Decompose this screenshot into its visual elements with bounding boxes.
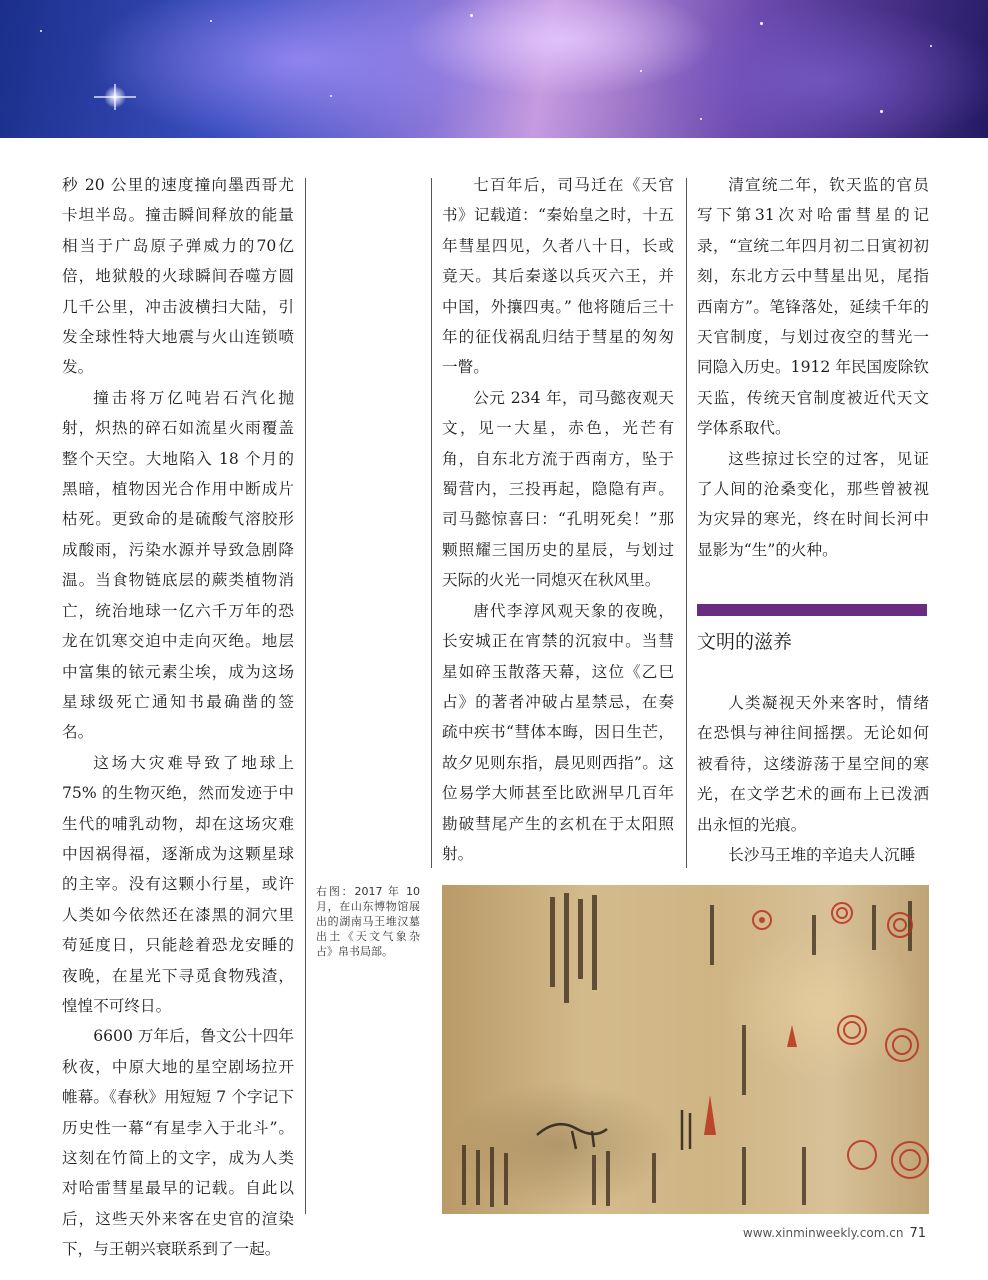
paragraph: 清宣统二年，钦天监的官员写下第31次对哈雷彗星的记录，“宣统二年四月初二日寅初初刻，东北方云中彗星出见，尾指西南方”。笔锋落处，延续千年的天官制度，与划过夜空的彗光一同隐入历史。1912 年民国废除钦天监，传统天官制度被近代天文学体系取代。 [697,176,929,438]
star-dot [700,118,702,120]
paragraph: 秒 20 公里的速度撞向墨西哥尤卡坦半岛。撞击瞬间释放的能量相当于广岛原子弹威力的70亿倍，地狱般的火球瞬间吞噬方圆几千公里，冲击波横扫大陆，引发全球性特大地震与火山连锁喷发。 [62,176,294,377]
page-number: 71 [909,1226,926,1241]
star-dot [640,70,642,72]
paragraph: 这场大灾难导致了地球上 75% 的生物灭绝，然而发迹于中生代的哺乳动物，却在这场灾难中因祸得福，逐渐成为这颗星球的主宰。没有这颗小行星，或许人类如今依然还在漆黑的洞穴里苟延度日，只能趁着恐龙安睡的夜晚，在星光下寻觅食物残渣，惶惶不可终日。 [62,753,294,1015]
article-column-3 [697,170,929,565]
paragraph: 6600 万年后，鲁文公十四年秋夜，中原大地的星空剧场拉开帷幕。《春秋》用短短 7 个字记下历史性一幕“有星孛入于北斗”。这刻在竹简上的文字，成为人类对哈雷彗星最早的记载。自此以后，这些天外来客在史官的渲染下，与王朝兴衰联系到了一起。 [62,1027,294,1259]
page-footer [743,1226,926,1241]
star-dot [930,45,932,47]
section-divider-bar [697,604,927,616]
star-flare-icon [90,82,140,112]
star-dot [470,14,473,17]
article-section-body [697,688,929,870]
star-dot [880,110,883,113]
section-title: 文明的滋养 [697,631,793,653]
paragraph: 七百年后，司马迁在《天官书》记载道：“秦始皇之时，十五年彗星四见，久者八十日，长或竟天。其后秦遂以兵灭六王，并中国，外攘四夷。” 他将随后三十年的征伐祸乱归结于彗星的匆匆一瞥。 [442,176,674,377]
silk-manuscript-photo [442,885,929,1214]
star-dot [330,95,332,97]
paragraph: 长沙马王堆的辛追夫人沉睡 [728,846,916,865]
starry-sky-banner [0,0,988,138]
article-column-1 [62,170,294,1265]
article-column-2 [442,170,674,869]
column-divider [305,178,306,1214]
paragraph: 这些掠过长空的过客，见证了人间的沧桑变化，那些曾被视为灾异的寒光，终在时间长河中显影为“生”的火种。 [697,449,929,559]
image-caption: 右图：2017 年 10 月，在山东博物馆展出的湖南马王堆汉墓出土《天文气象杂占》帛书局部。 [316,885,420,958]
website-url: www.xinminweekly.com.cn [742,1226,904,1240]
column-divider [686,178,687,868]
paragraph: 撞击将万亿吨岩石汽化抛射，炽热的碎石如流星火雨覆盖整个天空。大地陷入 18 个月的黑暗，植物因光合作用中断成片枯死。更致命的是硫酸气溶胶形成酸雨，污染水源并导致急剧降温。当食物链底层的蕨类植物消亡，统治地球一亿六千万年的恐龙在饥寒交迫中走向灭绝。地层中富集的铱元素尘埃，成为这场星球级死亡通知书最确凿的签名。 [62,388,294,742]
manuscript-drawings [442,885,929,1214]
star-dot [40,30,42,32]
column-divider [431,178,432,868]
paragraph: 人类凝视天外来客时，情绪在恐惧与神往间摇摆。无论如何被看待，这缕游荡于星空间的寒光，在文学艺术的画布上已泼洒出永恒的光痕。 [697,694,929,834]
star-dot [760,22,763,25]
paragraph: 公元 234 年，司马懿夜观天文，见一大星，赤色，光芒有角，自东北方流于西南方，坠于蜀营内，三投再起，隐隐有声。司马懿惊喜曰：“孔明死矣！”那颗照耀三国历史的星辰，与划过天际的火光一同熄灭在秋风里。 [442,388,674,590]
paragraph: 唐代李淳风观天象的夜晚，长安城正在宵禁的沉寂中。当彗星如碎玉散落天幕，这位《乙巳占》的著者冲破占星禁忌，在奏疏中疾书“彗体本晦，因日生芒，故夕见则东指，晨见则西指”。这位易学大师甚至比欧洲早几百年勘破彗尾产生的玄机在于太阳照射。 [442,601,674,863]
star-dot [210,20,212,22]
